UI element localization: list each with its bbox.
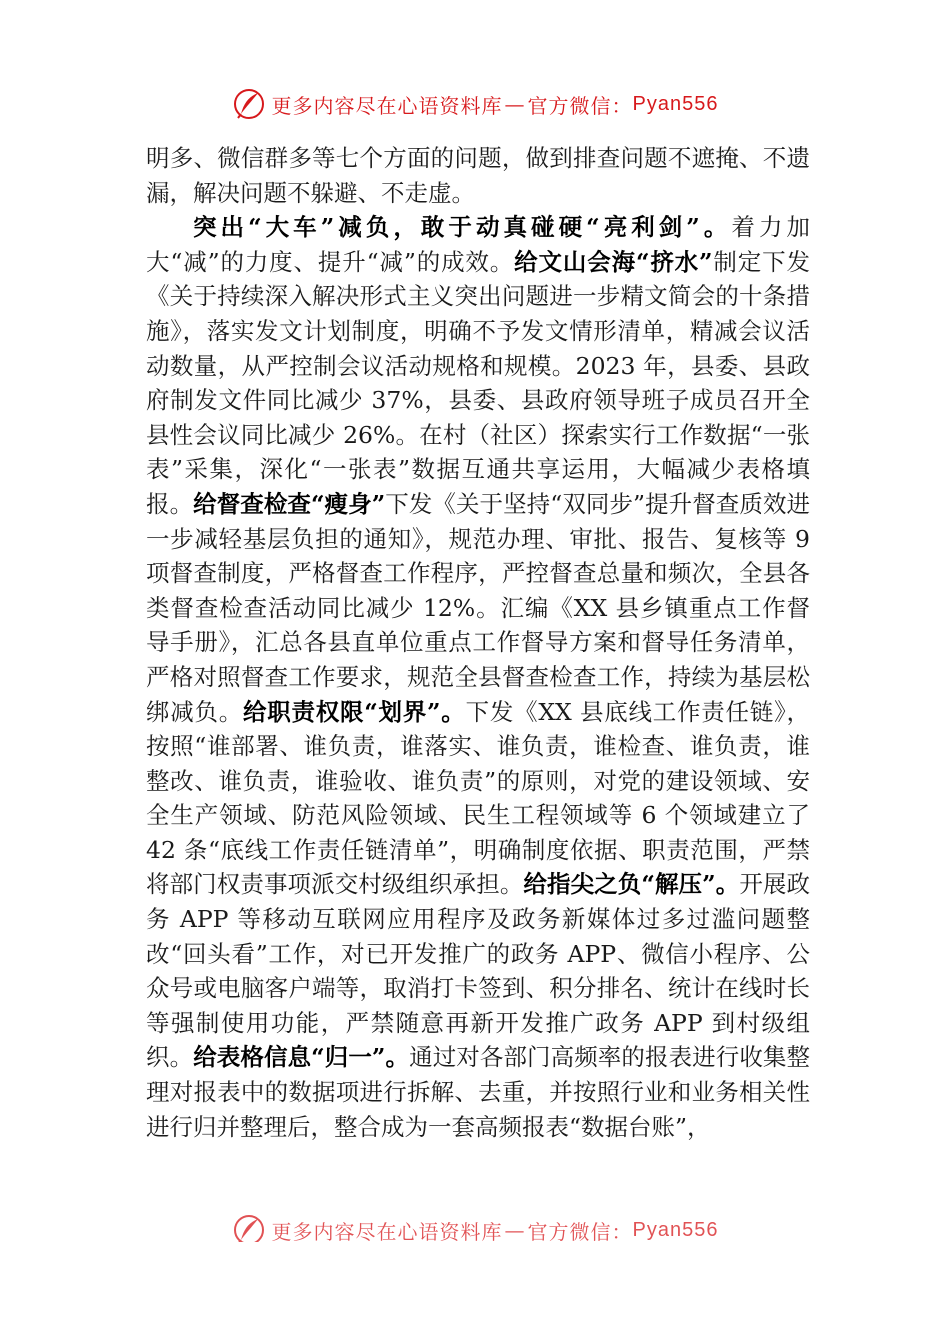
footer-watermark: [0, 1206, 950, 1242]
text-3: 下发《关于坚持“双同步”提升督查质效进一步减轻基层负担的通知》，规范办理、审批、报告、复核等 9 项督查制度，严格督查工作程序，严控督查总量和频次，全县各类督查检查活动同比减少 12%。汇编《XX 县乡镇重点工作督导手册》，汇总各县直单位重点工作督导方案和督导任务清单，严格对照督查工作要求，规范全县督查检查工作，持续为基层松绑减负。: [146, 489, 811, 726]
text-5: 开展政务 APP 等移动互联网应用程序及政务新媒体过多过滥问题整改“回头看”工作，对已开发推广的政务 APP、微信小程序、公众号或电脑客户端等，取消打卡签到、积分排名、统计在线时长等强制使用功能，严禁随意再新开发推广政务 APP 到村级组织。: [146, 870, 811, 1072]
footer-watermark-text: 更多内容尽在心语资料库: [271, 1219, 503, 1242]
heading-forms: 给表格信息“归一”。: [193, 1043, 410, 1072]
watermark-sep: —: [504, 92, 526, 116]
watermark-code: Pyan556: [632, 92, 719, 115]
document-body: [146, 141, 810, 1144]
text-2: 制定下发《关于持续深入解决形式主义突出问题进一步精文简会的十条措施》，落实发文计划制度，明确不予发文情形清单，精减会议活动数量，从严控制会议活动规格和规模。2023 年，县委、县政府制发文件同比减少 37%，县委、县政府领导班子成员召开全县性会议同比减少 26%。在村（社区）探索实行工作数据“一张表”采集，深化“一张表”数据互通共享运用，大幅减少表格填报。: [146, 247, 810, 518]
heading-apps: 给指尖之负“解压”。: [523, 870, 740, 899]
text-4: 下发《XX 县底线工作责任链》，按照“谁部署、谁负责，谁落实、谁负责，谁检查、谁负责，谁整改、谁负责，谁验收、谁负责”的原则，对党的建设领域、安全生产领域、防范风险领域、民生工程领域等 6 个领域建立了 42 条“底线工作责任链清单”，明确制度依据、职责范围，严禁将部门权责事项派交村级组织承担。: [146, 697, 810, 899]
header-watermark: [0, 84, 950, 124]
text-6: 通过对各部门高频率的报表进行收集整理对报表中的数据项进行拆解、去重，并按照行业和业务相关性进行归并整理后，整合成为一套高频报表“数据台账”，: [146, 1043, 811, 1141]
text-1: 着力加大“减”的力度、提升“减”的成效。: [146, 213, 811, 276]
footer-watermark-sep: —: [504, 1218, 526, 1242]
watermark-text: 更多内容尽在心语资料库: [271, 93, 503, 118]
heading-meetings: 给文山会海“挤水”: [514, 247, 713, 276]
footer-watermark-code: Pyan556: [632, 1218, 719, 1241]
heading-responsibilities: 给职责权限“划界”。: [243, 697, 466, 726]
watermark-suffix: 官方微信：: [527, 93, 633, 118]
heading-main: 突出“大车”减负，敢于动真碰硬“亮利剑”。: [193, 213, 732, 242]
feather-pen-logo-icon: [232, 1213, 266, 1242]
paragraph-continued: 明多、微信群多等七个方面的问题，做到排查问题不遮掩、不遗漏，解决问题不躲避、不走虚。: [146, 144, 810, 207]
paragraph-burden-reduction: [146, 210, 810, 1144]
feather-pen-logo-icon: [232, 87, 266, 121]
heading-inspections: 给督查检查“瘦身”: [193, 489, 386, 518]
footer-watermark-suffix: 官方微信：: [527, 1219, 633, 1242]
